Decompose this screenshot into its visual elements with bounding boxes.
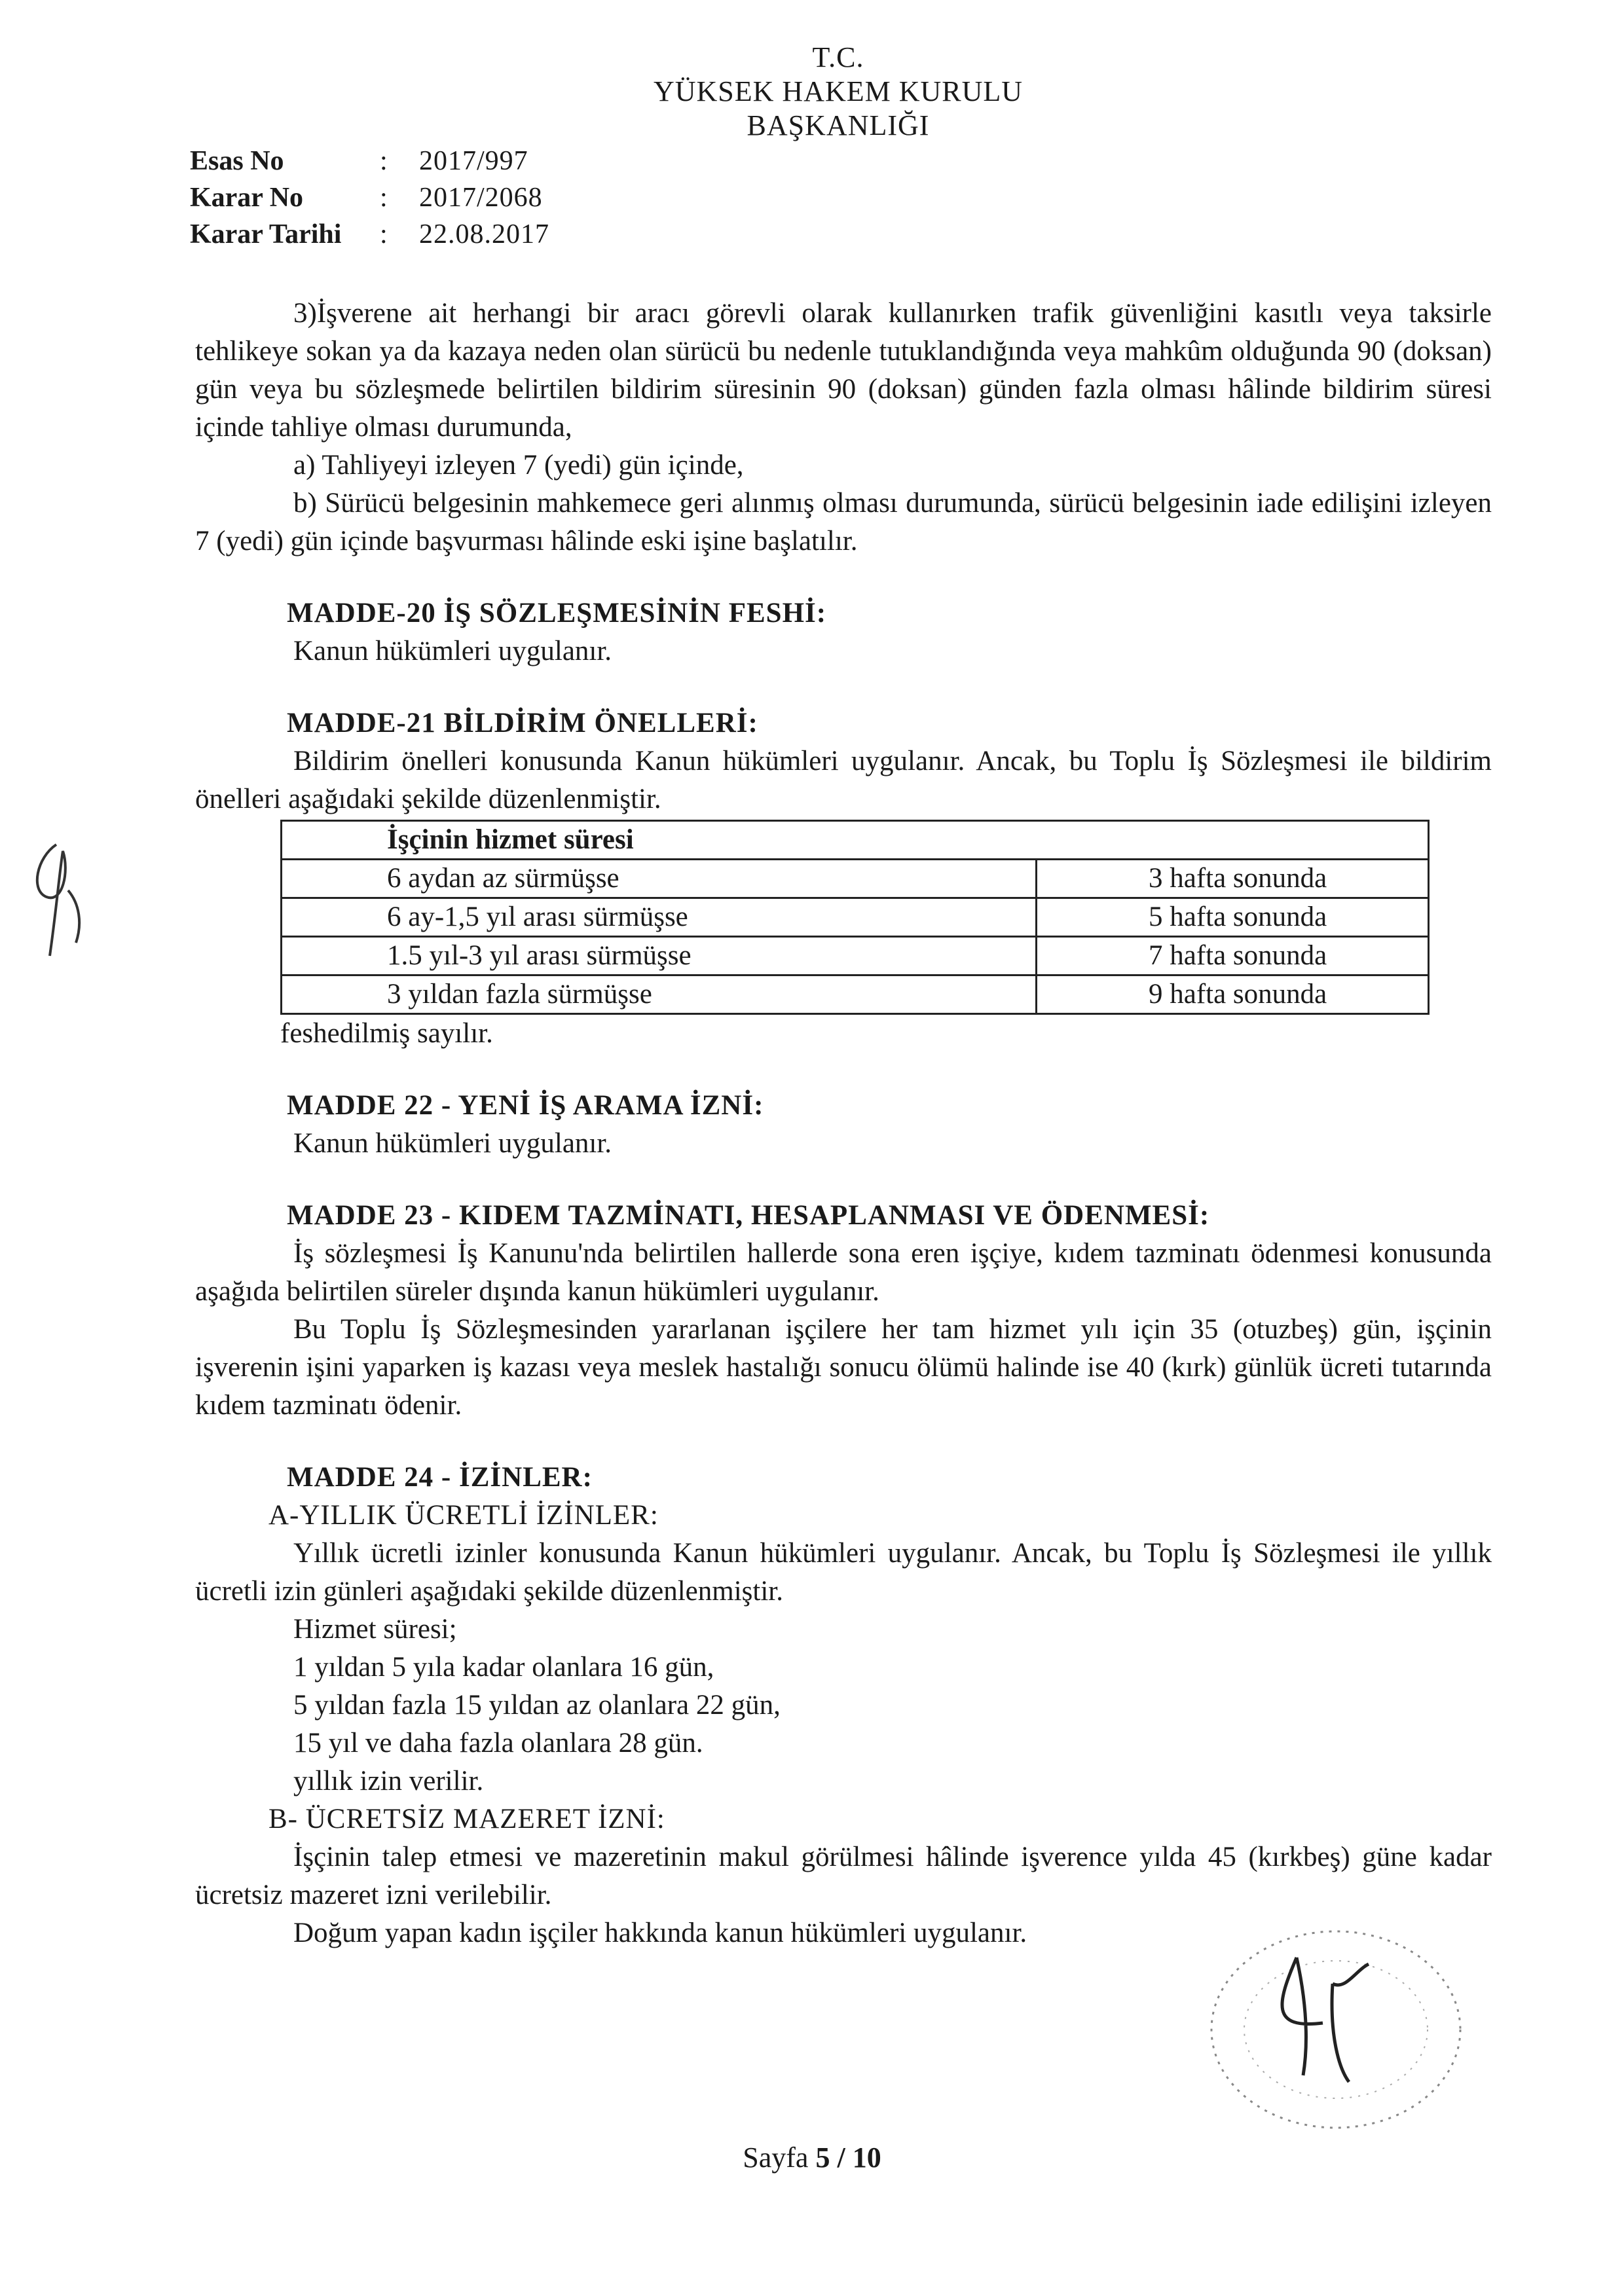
- leave-list-line: 1 yıldan 5 yıla kadar olanlara 16 gün,: [293, 1652, 714, 1683]
- period-cell: 3 yıldan fazla sürmüşse: [282, 975, 1037, 1014]
- meta-row-esas: [190, 143, 549, 179]
- table-row: [282, 937, 1429, 975]
- madde-24-sub-b: B- ÜCRETSİZ MAZERET İZNİ:: [268, 1804, 665, 1834]
- footer-prefix: Sayfa: [743, 2141, 809, 2174]
- meta-value: 2017/2068: [419, 183, 543, 213]
- madde-24-para-a: Yıllık ücretli izinler konusunda Kanun hükümleri uygulanır. Ancak, bu Toplu İş Sözleşmesi ile yıllık ücretli izin günleri aşağıdaki şekilde düzenlenmiştir.: [195, 1538, 1492, 1607]
- period-cell: 1.5 yıl-3 yıl arası sürmüşse: [282, 937, 1037, 975]
- madde-23-p2: Bu Toplu İş Sözleşmesinden yararlanan işçilere her tam hizmet yılı için 35 (otuzbeş) gün, işçinin işverenin işini yaparken iş kazası veya meslek hastalığı sonucu ölümü halinde ise 40 (kırk) günlük ücreti tutarında kıdem tazminatı ödenir.: [195, 1314, 1492, 1421]
- paragraph-19-a: a) Tahliyeyi izleyen 7 (yedi) gün içinde,: [293, 450, 744, 481]
- paragraph-19-b: b) Sürücü belgesinin mahkemece geri alınmış olması durumunda, sürücü belgesinin iade edilişini izleyen 7 (yedi) gün içinde başvurması hâlinde eski işine başlatılır.: [195, 488, 1492, 556]
- madde-22-heading: MADDE 22 - YENİ İŞ ARAMA İZNİ:: [287, 1090, 764, 1121]
- signature-stamp-icon: [1198, 1918, 1473, 2144]
- period-cell: 6 ay-1,5 yıl arası sürmüşse: [282, 898, 1037, 937]
- meta-label: Esas No: [190, 146, 284, 176]
- table-row: [282, 860, 1429, 898]
- paragraph-19-3: 3)İşverene ait herhangi bir aracı görevli olarak kullanırken trafik güvenliğini kasıtlı veya taksirle tehlikeye sokan ya da kazaya neden olan sürücü bu nedenle tutuklandığında veya mahkûm olduğunda 90 (doksan) gün veya bu sözleşmede belirtilen bildirim süresinin 90 (doksan) günden fazla olması hâlinde bildirim süresi içinde tahliye olması durumunda,: [195, 298, 1492, 443]
- notice-cell: 3 hafta sonunda: [1037, 860, 1429, 898]
- page-footer: [0, 2141, 1624, 2174]
- header-line-baskanlik: BAŞKANLIĞI: [747, 109, 930, 141]
- madde-20-heading: MADDE-20 İŞ SÖZLEŞMESİNİN FESHİ:: [287, 598, 827, 629]
- meta-label: Karar No: [190, 183, 304, 213]
- madde-21-after: feshedilmiş sayılır.: [280, 1018, 493, 1049]
- leave-list-line: yıllık izin verilir.: [293, 1766, 484, 1796]
- header-line-kurul: YÜKSEK HAKEM KURULU: [653, 75, 1024, 107]
- document-body: [195, 295, 1492, 1952]
- leave-list-line: 15 yıl ve daha fazla olanlara 28 gün.: [293, 1728, 703, 1758]
- notice-cell: 7 hafta sonunda: [1037, 937, 1429, 975]
- leave-list-line: 5 yıldan fazla 15 yıldan az olanlara 22 gün,: [293, 1690, 781, 1721]
- madde-21-text: Bildirim önelleri konusunda Kanun hükümleri uygulanır. Ancak, bu Toplu İş Sözleşmesi ile bildirim önelleri aşağıdaki şekilde düzenlenmiştir.: [195, 746, 1492, 814]
- table-row: [282, 975, 1429, 1014]
- madde-21-heading: MADDE-21 BİLDİRİM ÖNELLERİ:: [287, 708, 758, 738]
- table-header-row: [282, 821, 1429, 860]
- notice-cell: 5 hafta sonunda: [1037, 898, 1429, 937]
- leave-list-line: Hizmet süresi;: [293, 1614, 457, 1645]
- meta-row-karar: [190, 179, 549, 216]
- institution-header: [0, 41, 1624, 143]
- meta-value: 2017/997: [419, 146, 528, 176]
- madde-24-para-b2: Doğum yapan kadın işçiler hakkında kanun hükümleri uygulanır.: [293, 1918, 1027, 1948]
- period-cell: 6 aydan az sürmüşse: [282, 860, 1037, 898]
- meta-row-tarih: [190, 216, 549, 253]
- header-line-tc: T.C.: [812, 41, 864, 73]
- madde-23-heading: MADDE 23 - KIDEM TAZMİNATI, HESAPLANMASI VE ÖDENMESİ:: [287, 1200, 1210, 1231]
- table-header-cell: İşçinin hizmet süresi: [282, 821, 1429, 860]
- madde-23-p1: İş sözleşmesi İş Kanunu'nda belirtilen hallerde sona eren işçiye, kıdem tazminatı ödenmesi konusunda aşağıda belirtilen süreler dışında kanun hükümleri uygulanır.: [195, 1238, 1492, 1307]
- meta-separator: :: [380, 146, 388, 176]
- madde-24-para-b1: İşçinin talep etmesi ve mazeretinin makul görülmesi hâlinde işverence yılda 45 (kırkbeş) güne kadar ücretsiz mazeret izni verilebilir.: [195, 1842, 1492, 1910]
- meta-value: 22.08.2017: [419, 219, 549, 249]
- meta-separator: :: [380, 183, 388, 213]
- notice-cell: 9 hafta sonunda: [1037, 975, 1429, 1014]
- page-number: 5 / 10: [815, 2141, 881, 2174]
- notice-period-table: [280, 820, 1430, 1015]
- madde-20-text: Kanun hükümleri uygulanır.: [293, 636, 612, 666]
- handwritten-initials-mark-icon: [17, 831, 96, 966]
- case-metadata: [190, 143, 549, 253]
- meta-separator: :: [380, 219, 388, 249]
- madde-24-sub-a: A-YILLIK ÜCRETLİ İZİNLER:: [268, 1500, 659, 1531]
- madde-24-heading: MADDE 24 - İZİNLER:: [287, 1462, 593, 1493]
- table-row: [282, 898, 1429, 937]
- meta-label: Karar Tarihi: [190, 219, 342, 249]
- madde-22-text: Kanun hükümleri uygulanır.: [293, 1128, 612, 1159]
